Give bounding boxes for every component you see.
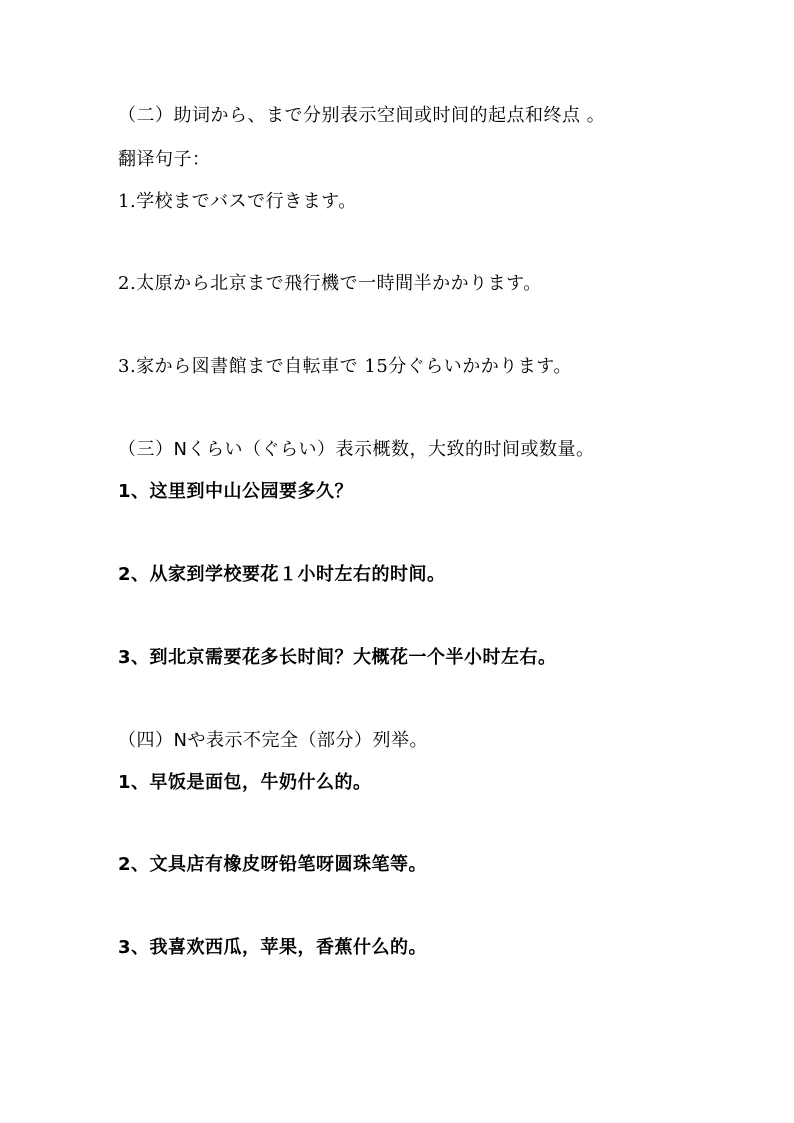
section-2-item-3: 3.家から図書館まで自転車で 15分ぐらいかかります。: [118, 356, 572, 377]
section-3-heading: （三）Nくらい（ぐらい）表示概数，大致的时间或数量。: [118, 439, 595, 460]
translate-instruction: 翻译句子：: [118, 149, 211, 170]
section-4-item-1: 1、早饭是面包，牛奶什么的。: [118, 772, 372, 793]
section-3-item-2: 2、从家到学校要花１小时左右的时间。: [118, 564, 446, 585]
section-4-item-2: 2、文具店有橡皮呀铅笔呀圆珠笔等。: [118, 854, 428, 875]
section-3-item-3: 3、到北京需要花多长时间？大概花一个半小时左右。: [118, 647, 557, 668]
section-2-heading: （二）助词から、まで分别表示空间或时间的起点和终点 。: [118, 105, 606, 126]
section-2-item-1: 1.学校までバスで行きます。: [118, 191, 357, 212]
section-3-item-1: 1、这里到中山公园要多久？: [118, 481, 354, 502]
section-4-heading: （四）Nや表示不完全（部分）列举。: [118, 730, 428, 751]
section-4-item-3: 3、我喜欢西瓜，苹果，香蕉什么的。: [118, 937, 428, 958]
section-2-item-2: 2.太原から北京まで飛行機で一時間半かかります。: [118, 273, 542, 294]
